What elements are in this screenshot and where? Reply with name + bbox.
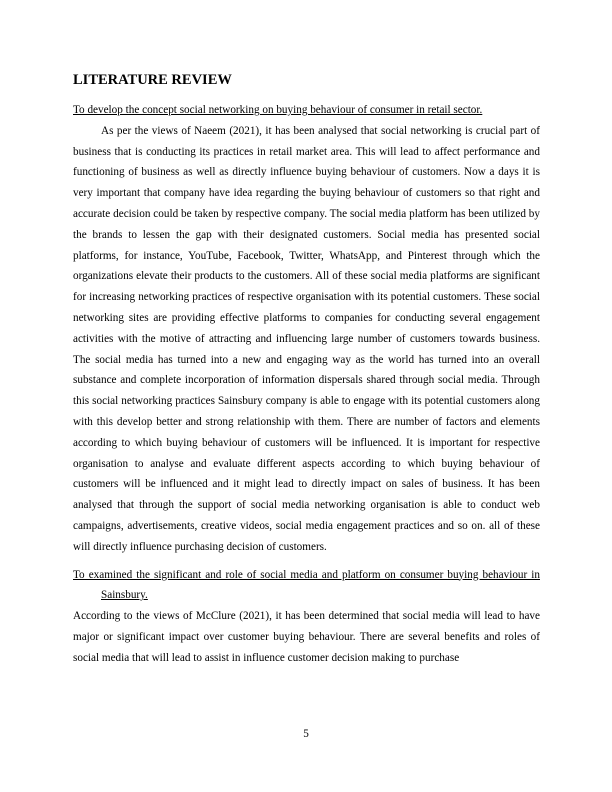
section2-subheading: To examined the significant and role of social media and platform on consumer buying behaviour in Sainsbury.: [73, 568, 540, 602]
section2-paragraph: According to the views of McClure (2021), it has been determined that social media will lead to have major or significant impact over customer buying behaviour. There are several benefits and roles of social media that will lead to assist in influence customer decision making to purchase: [73, 610, 540, 664]
section1-paragraph: As per the views of Naeem (2021), it has been analysed that social networking is crucial part of business that is conducting its practices in retail market area. This will lead to affect performance and functioning of business as well as directly influence buying behaviour of customers. Now a days it is very important that company have idea regarding the buying behaviour of customers so that right and accurate decision could be taken by respective company. The social media platform has been utilized by the brands to lessen the gap with their designated customers. Social media has presented social platforms, for instance, YouTube, Facebook, Twitter, WhatsApp, and Pinterest through which the organizations elevate their products to the customers. All of these social media platforms are significant for increasing networking practices of respective organisation with its potential customers. These social networking sites are providing effective platforms to companies for conducting several engagement activities with the motive of attracting and influencing large number of customers towards business. The social media has turned into a new and engaging way as the world has turned into an overall substance and complete incorporation of information dispersals shared through social media. Through this social networking practices Sainsbury company is able to engage with its potential customers along with this develop better and strong relationship with them. There are number of factors and elements according to which buying behaviour of customers will be influenced. It is important for respective organisation to analyse and evaluate different aspects according to which buying behaviour of customers will be influenced and it might lead to directly impact on sales of business. It has been analysed that through the support of social media networking organisation is able to conduct web campaigns, advertisements, creative videos, social media engagement practices and so on. all of these will directly influence purchasing decision of customers.: [73, 124, 540, 553]
page-content: [73, 70, 540, 669]
literature-review-heading: LITERATURE REVIEW: [73, 72, 232, 88]
section1-subheading: To develop the concept social networking on buying behaviour of consumer in retail sector.: [73, 104, 483, 116]
page-number: 5: [303, 728, 309, 740]
